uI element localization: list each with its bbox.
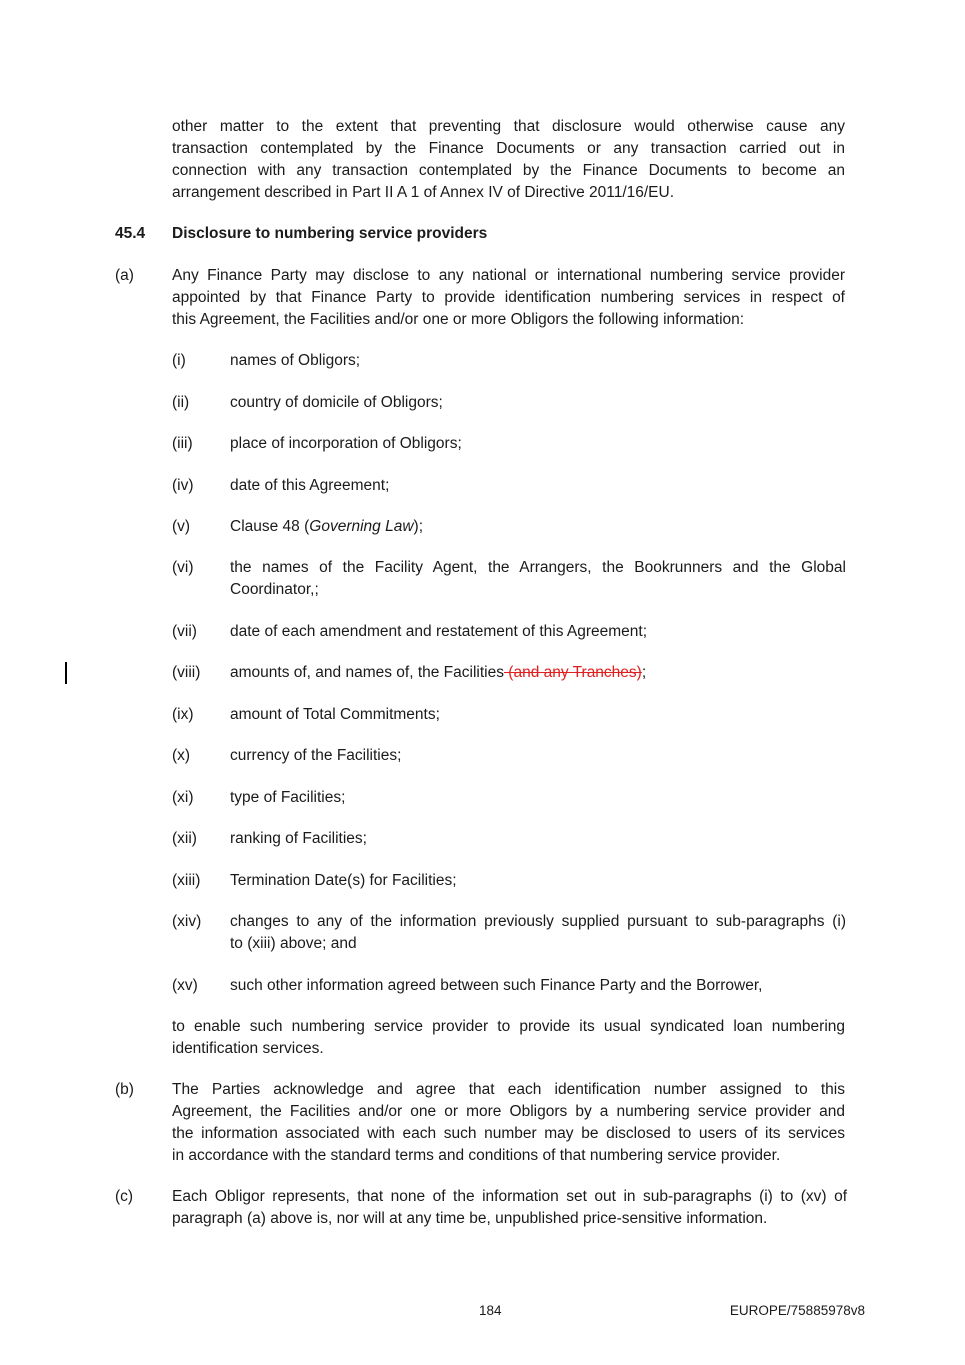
item-text: amount of Total Commitments; [230,706,440,723]
para-c-text [172,1186,847,1230]
para-b-line: Agreement, the Facilities and/or one or more Obligors by a numbering service provider and [172,1103,845,1120]
para-b-line: the information associated with each such number may be disclosed to users of its services [172,1125,845,1142]
para-b-label: (b) [115,1081,134,1098]
item-text: currency of the Facilities; [230,747,402,764]
document-reference: EUROPE/75885978v8 [729,1303,865,1318]
item-number: (xiv) [172,913,202,930]
item-text-facilities [230,662,846,684]
item-text: date of each amendment and restatement of this Agreement; [230,623,648,640]
item-text: such other information agreed between such Finance Party and the Borrower, [230,977,763,994]
intro-paragraph [172,116,845,204]
item-number: (ix) [172,706,194,723]
item-number: (xii) [172,830,197,847]
para-a-text [172,265,845,331]
item-text: Termination Date(s) for Facilities; [230,872,457,889]
item-number: (vii) [172,623,197,640]
section-title: Disclosure to numbering service providers [172,225,488,242]
item-text-post: ); [413,518,423,535]
item-number: (xiii) [172,872,201,889]
item-text-governing-law [230,516,846,538]
item-text-pre: amounts of, and names of, the Facilities [230,664,504,681]
closing-paragraph [172,1016,845,1060]
para-b-text [172,1079,845,1167]
para-c-line: Each Obligor represents, that none of the information set out in sub-paragraphs (i) to (xv) of [172,1188,847,1205]
item-text: names of Obligors; [230,352,361,369]
item-text: country of domicile of Obligors; [230,394,443,411]
item-text [230,557,846,601]
item-text-post: ; [641,664,647,681]
para-c-line: paragraph (a) above is, nor will at any time be, unpublished price-sensitive information. [172,1210,768,1227]
item-text: type of Facilities; [230,789,346,806]
item-number: (viii) [172,664,201,681]
item-line: to (xiii) above; and [230,935,357,952]
para-b-line: in accordance with the standard terms and conditions of that numbering service provider. [172,1147,781,1164]
intro-line: arrangement described in Part II A 1 of Annex IV of Directive 2011/16/EU. [172,184,675,201]
intro-line: connection with any transaction contemplated by the Finance Documents to become an [172,162,845,179]
deleted-text: (and any Tranches) [503,664,642,681]
item-line: Coordinator,; [230,581,319,598]
intro-line: transaction contemplated by the Finance Documents or any transaction carried out in [172,140,845,157]
revision-change-bar [65,662,67,684]
para-a-label: (a) [115,267,134,284]
item-text-pre: Clause 48 ( [230,518,310,535]
item-number: (xi) [172,789,194,806]
closing-line: to enable such numbering service provider to provide its usual syndicated loan numbering [172,1018,845,1035]
item-number: (x) [172,747,191,764]
intro-line: other matter to the extent that preventing that disclosure would otherwise cause any [172,118,845,135]
item-text: ranking of Facilities; [230,830,367,847]
item-number: (i) [172,352,186,369]
item-line: the names of the Facility Agent, the Arrangers, the Bookrunners and the Global [230,559,846,576]
item-text: date of this Agreement; [230,477,390,494]
para-b-line: The Parties acknowledge and agree that each identification number assigned to this [172,1081,845,1098]
para-a-line: Any Finance Party may disclose to any national or international numbering service provider [172,267,845,284]
item-line: changes to any of the information previously supplied pursuant to sub-paragraphs (i) [230,913,846,930]
item-number: (vi) [172,559,194,576]
item-text [230,911,846,955]
item-number: (ii) [172,394,190,411]
item-text: place of incorporation of Obligors; [230,435,462,452]
para-c-label: (c) [115,1188,134,1205]
page-number: 184 [479,1303,502,1318]
para-a-line: appointed by that Finance Party to provide identification numbering services in respect of [172,289,845,306]
item-number: (v) [172,518,191,535]
section-number: 45.4 [115,225,146,242]
governing-law-italic: Governing Law [309,518,414,535]
para-a-line: this Agreement, the Facilities and/or one or more Obligors the following information: [172,311,745,328]
closing-line: identification services. [172,1040,324,1057]
item-number: (iv) [172,477,194,494]
item-number: (xv) [172,977,198,994]
item-number: (iii) [172,435,193,452]
